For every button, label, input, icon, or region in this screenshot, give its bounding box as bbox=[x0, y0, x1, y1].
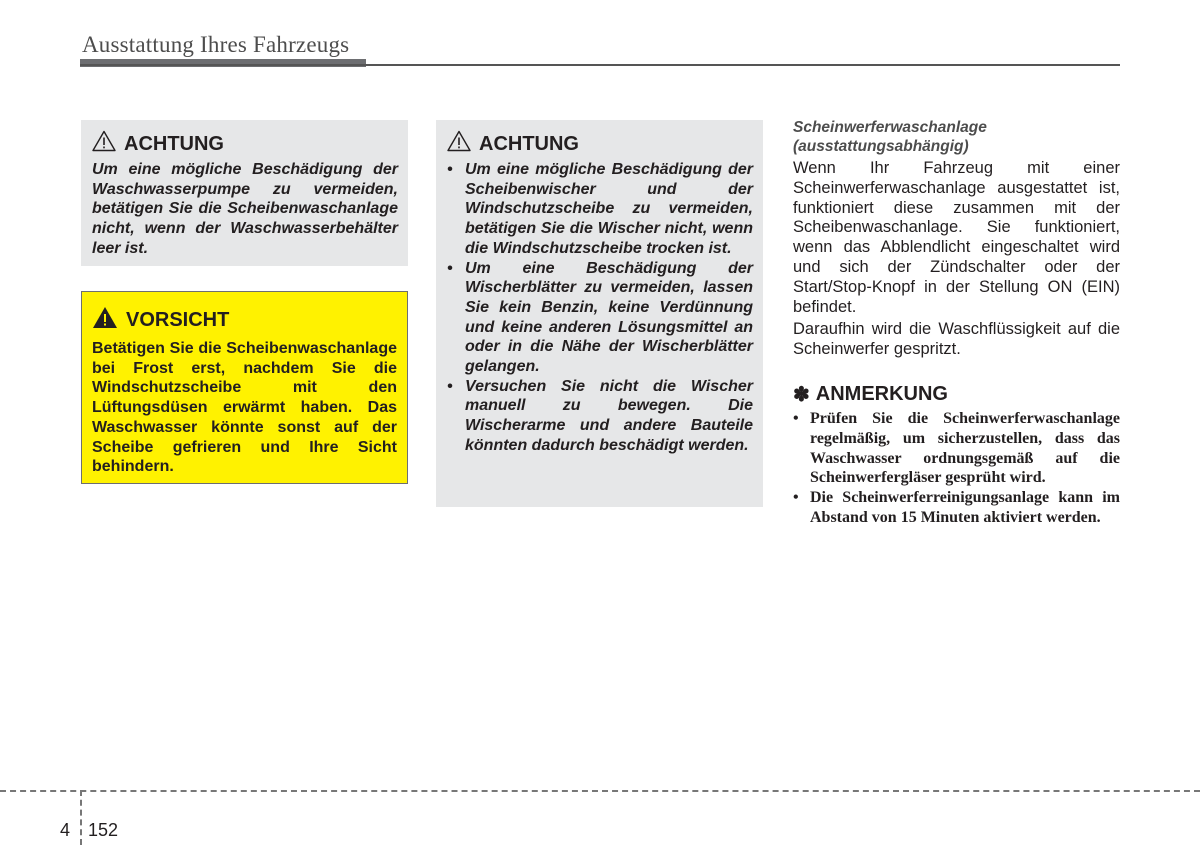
footer-rule bbox=[0, 790, 1200, 792]
caution-heading bbox=[92, 130, 398, 158]
header-rule bbox=[80, 64, 1120, 66]
section-title: Scheinwerferwaschanlage (ausstattungsabhängig) bbox=[793, 119, 987, 155]
list-item: • Um eine mögliche Beschädigung der Scheibenwischer und der Windschutzscheibe zu vermeiden, betätigen Sie die Wischer nicht, wenn die Windschutzscheibe trocken ist. bbox=[447, 160, 753, 259]
caution-heading-text: ACHTUNG bbox=[124, 132, 224, 155]
warning-heading-text: VORSICHT bbox=[126, 309, 230, 331]
footer-divider bbox=[80, 790, 82, 845]
note-heading bbox=[793, 382, 948, 407]
caution-heading-text: ACHTUNG bbox=[479, 132, 579, 155]
list-item: • Versuchen Sie nicht die Wischer manuell zu bewegen. Die Wischerarme und andere Bauteile könnten dadurch beschädigt werden. bbox=[447, 377, 753, 456]
note-star-icon: ✽ bbox=[793, 384, 810, 406]
caution-list bbox=[447, 160, 753, 456]
page-header-title: Ausstattung Ihres Fahrzeugs bbox=[82, 32, 350, 57]
warning-box-frost bbox=[81, 291, 408, 484]
note-heading-text: ANMERKUNG bbox=[815, 383, 948, 405]
list-item: • Die Scheinwerferreinigungsanlage kann im Abstand von 15 Minuten aktiviert werden. bbox=[793, 488, 1120, 528]
caution-box-pump bbox=[81, 120, 408, 266]
section-paragraph-2: Daraufhin wird die Waschflüssigkeit auf die Scheinwerfer gespritzt. bbox=[793, 320, 1120, 358]
page-number: 152 bbox=[88, 820, 119, 840]
section-paragraph-1: Wenn Ihr Fahrzeug mit einer Scheinwerferwaschanlage ausgestattet ist, funktioniert diese zusammen mit der Scheibenwaschanlage. Sie funktioniert, wenn das Abblendlicht eingeschaltet wird und sich der Zündschalter oder der Start/Stop-Knopf in der Stellung ON (EIN) befindet. bbox=[793, 159, 1120, 316]
list-item: • Um eine Beschädigung der Wischerblätter zu vermeiden, lassen Sie kein Benzin, keine Verdünnung und keine anderen Lösungsmittel an oder in die Nähe der Wischerblätter gelangen. bbox=[447, 259, 753, 377]
caution-heading bbox=[447, 130, 753, 158]
caution-text: Um eine mögliche Beschädigung der Waschwasserpumpe zu vermeiden, betätigen Sie die Scheibenwaschanlage nicht, wenn der Waschwasserbehälter leer ist. bbox=[92, 161, 398, 257]
caution-box-wipers bbox=[436, 120, 763, 507]
warning-triangle-icon bbox=[92, 130, 116, 158]
warning-heading bbox=[92, 306, 397, 335]
warning-triangle-filled-icon bbox=[92, 306, 118, 335]
chapter-number: 4 bbox=[60, 820, 71, 840]
list-item: • Prüfen Sie die Scheinwerferwaschanlage regelmäßig, um sicherzustellen, dass das Waschwasser ordnungsgemäß auf die Scheinwerfergläser gesprüht wird. bbox=[793, 409, 1120, 488]
warning-text: Betätigen Sie die Scheibenwaschanlage bei Frost erst, nachdem Sie die Windschutzscheibe mit den Lüftungsdüsen erwärmt haben. Das Waschwasser könnte sonst auf der Scheibe gefrieren und Ihre Sicht behindern. bbox=[92, 340, 397, 476]
note-list bbox=[793, 409, 1120, 528]
warning-triangle-icon bbox=[447, 130, 471, 158]
